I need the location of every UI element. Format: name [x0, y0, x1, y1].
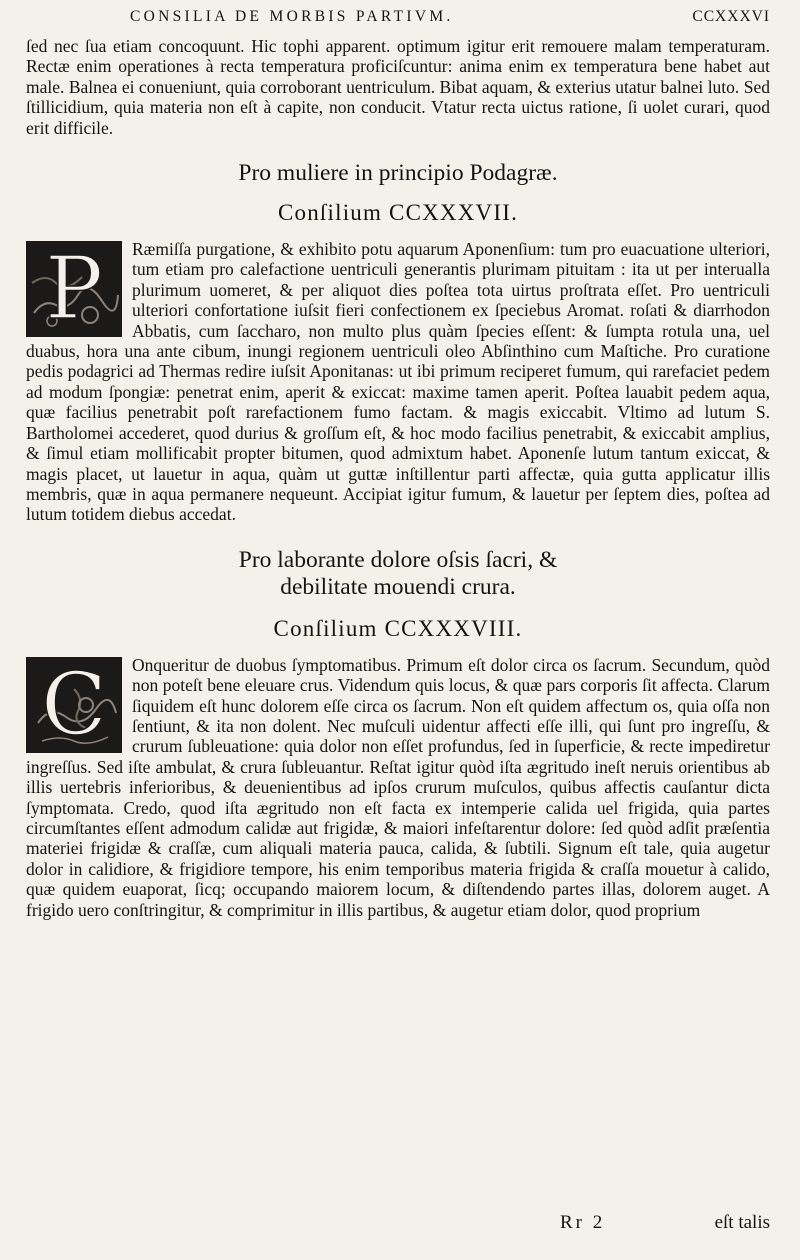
decorated-initial-c-icon — [26, 657, 122, 753]
section-2-text: Onqueritur de duobus ſymptomatibus. Primum eſt dolor circa os ſacrum. Secundum, quòd non poteſt bene eleuare crus. Videndum quis locus, & quæ pars corporis ſit affecta. Clarum ſiquidem eſt hunc dolorem eſſe circa os ſacrum. Non eſt quidem affectum os, quia oſſa non ſentiunt, & ita non dolent. Nec muſculi uidentur affecti eſſe illi, qui ſunt pro ingreſſu, & crurum ſubleuatione: quia dolor non eſſet profundus, ſed in ſuperficie, & recte impediretur ingreſſus. Sed iſte ambulat, & crura ſubleuantur. Reſtat igitur quòd iſta ægritudo ineſt neruis orientibus ab illis uertebris inferioribus, & deuenientibus ad ipſos crurum muſculos, quibus affectis cauſantur dicta ſymptomata. Credo, quod iſta ægritudo non eſt facta ex intemperie calida uel frigida, quia partes circumſtantes eſſent admodum calidæ aut frigidæ, & maiori infeſtarentur dolore: ſed quòd adſit præſentia materiei frigidæ & craſſæ, cum aliquali materia pauca, calida, & ſubtili. Signum eſt tale, quia augetur dolor in calidiore, & frigidiore tempore, his enim temporibus materia frigida & craſſa mouetur à calido, quæ quidem euaporat, ſicq; occupando maiorem locum, & diſtendendo partes illas, dolorem auget. A frigido uero conſtringitur, & comprimitur in illis partibus, & augetur etiam dolor, quod proprium — [26, 654, 770, 920]
opening-paragraph: ſed nec ſua etiam concoquunt. Hic tophi apparent. optimum igitur erit remouere malam temperaturam. Rectæ enim operationes à recta temperatura proficiſcuntur: anima enim ex temperatura bene habet aut male. Balnea ei conueniunt, quia corroborant uentriculum. Bibat aquam, & exterius utatur balnei luto. Sed ſtillicidium, quia materia non eſt à capite, non conducit. Vtatur recta uictus ratione, ſi uolet curari, quod erit difficile. — [26, 36, 770, 138]
initial-letter: P — [45, 241, 103, 338]
signature-mark: Rr 2 — [560, 1212, 606, 1233]
running-head-title: CONSILIA DE MORBIS PARTIVM. — [130, 8, 454, 25]
section-1-consilium-heading: Conſilium CCXXXVII. — [277, 200, 519, 226]
section-2-rubric: Pro laborante dolore oſsis ſacri, & debilitate mouendi crura. — [238, 546, 558, 600]
folio-number: CCXXXVI — [692, 8, 770, 25]
section-1-rubric: Pro muliere in principio Podagræ. — [238, 160, 558, 187]
section-1-body — [26, 239, 770, 525]
page-footer — [0, 1212, 770, 1236]
section-1-text: Ræmiſſa purgatione, & exhibito potu aquarum Aponenſium: tum pro euacuatione ulteriori, tum etiam pro calefactione uentriculi generantis plurimam pituitam : ita ut per interualla plurimum uomeret, & per aliquot dies poſtea tota uirtus proſtrata eſſet. Pro uentriculi ulteriori confortatione iuſsit fieri confectionem ex ſpeciebus Aromat. roſati & diarrhodon Abbatis, cum ſaccharo, non multo plus quàm ſpecies eſſent: & ſumpta rotula una, uel duabus, hora una ante cibum, inungi regionem uentriculi oleo Abſinthino cum Maſtiche. Pro curatione pedis podagrici ad Thermas redire iuſsit Aponitanas: ut ibi primum reciperet fumum, qui rarefaciet pedem ad modum ſpongiæ: penetrat enim, aperit & exiccat: maxime tamen aperit. Poſtea lauabit pedem aqua, quæ facilius penetrabit poſt rarefactionem fumo factam. & magis exiccabit. Vltimo ad lutum S. Bartholomei accederet, quod durius & groſſum eſt, & hoc modo facilius penetrabit, & exiccabit amplius, & ſimul etiam mollificabit propter bitumen, quod admixtum habet. Aponenſe lutum tantum exiccat, & magis placet, ut lauetur in aqua, quàm ut guttæ inſtillentur parti affectæ, quia gutta applicatur illis membris, quæ in aqua permanere nequeunt. Accipiat igitur fumum, & lauetur per ſeptem dies, poſtea ad lutum totidem diebus accedat. — [26, 239, 770, 525]
running-head — [26, 6, 770, 36]
initial-letter: C — [41, 656, 107, 753]
catchword: eſt talis — [714, 1212, 770, 1233]
decorated-initial-p-icon — [26, 241, 122, 337]
section-2-consilium-heading: Conſilium CCXXXVIII. — [273, 615, 523, 641]
section-2-body — [26, 655, 770, 920]
